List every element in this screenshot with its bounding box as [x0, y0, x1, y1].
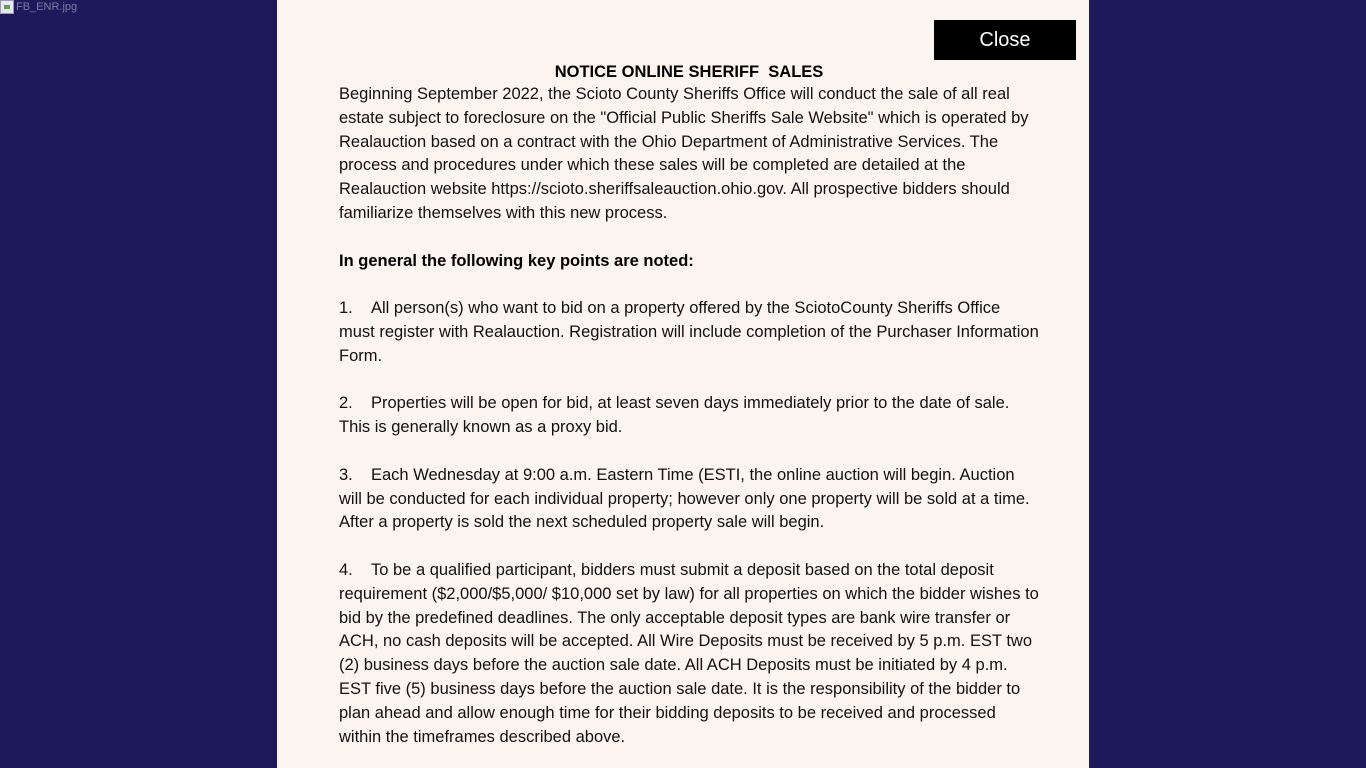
key-point-number: 2.	[339, 394, 353, 413]
notice-content	[339, 61, 1039, 768]
key-point-number: 3.	[339, 465, 353, 484]
key-point-text: Each Wednesday at 9:00 a.m. Eastern Time (ESTI, the online auction will begin. Auction will be conducted for each individual property; however only one property will be sold at a time. After a property is sold the next scheduled property sale will begin.	[339, 465, 1030, 532]
key-point	[339, 464, 1039, 535]
key-point-text: To be a qualified participant, bidders must submit a deposit based on the total deposit requirement ($2,000/$5,000/ $10,000 set by law) for all properties on which the bidder wishes to bid by the predefined deadlines. The only acceptable deposit types are bank wire transfer or ACH, no cash deposits will be accepted. All Wire Deposits must be received by 5 p.m. EST two (2) business days before the auction sale date. All ACH Deposits must be initiated by 4 p.m. EST five (5) business days before the auction sale date. It is the responsibility of the bidder to plan ahead and allow enough time for their bidding deposits to be received and processed within the timeframes described above.	[339, 560, 1039, 746]
broken-image-icon	[0, 0, 14, 14]
notice-modal	[277, 0, 1089, 768]
key-point	[339, 559, 1039, 749]
key-points-heading: In general the following key points are noted:	[339, 251, 694, 270]
key-point-number: 1.	[339, 299, 353, 318]
key-point-text: All person(s) who want to bid on a property offered by the SciotoCounty Sheriffs Office must register with Realauction. Registration will include completion of the Purchaser Information Form.	[339, 299, 1039, 365]
key-point	[339, 297, 1039, 368]
intro-paragraph: Beginning September 2022, the Scioto County Sheriffs Office will conduct the sale of all real estate subject to foreclosure on the "Official Public Sheriffs Sale Website" which is operated by Realauction based on a contract with the Ohio Department of Administrative Services. The process and procedures under which these sales will be completed are detailed at the Realauction website https://scioto.sheriffsaleauction.ohio.gov. All prospective bidders should familiarize themselves with this new process.	[339, 85, 1029, 222]
broken-image	[0, 0, 77, 16]
key-point-number: 4.	[339, 560, 353, 579]
notice-title: NOTICE ONLINE SHERIFF SALES	[554, 63, 824, 81]
broken-image-alt: FB_ENR.jpg	[16, 1, 78, 13]
key-point	[339, 392, 1039, 440]
close-button[interactable]: Close	[934, 20, 1076, 60]
key-point-text: Properties will be open for bid, at least seven days immediately prior to the date of sale. This is generally known as a proxy bid.	[339, 394, 1010, 437]
